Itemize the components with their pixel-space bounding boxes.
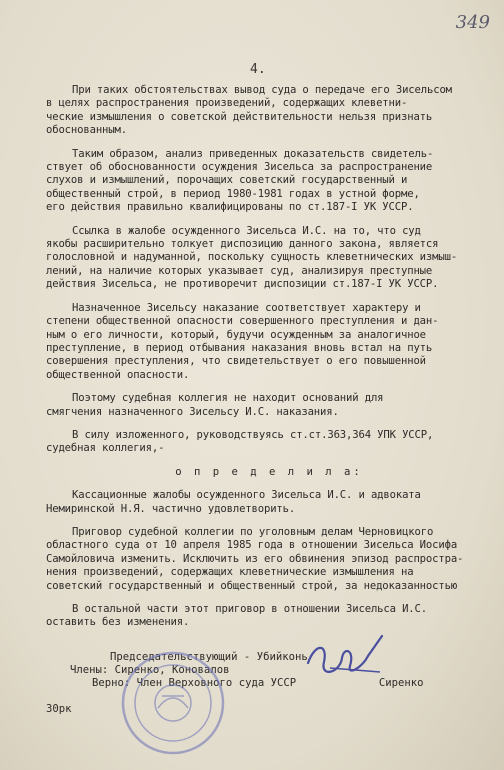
typist-mark: 30рк <box>46 703 72 715</box>
paragraph <box>46 392 492 419</box>
text-line: степени общественной опасности совершенного преступления и дан- <box>46 315 439 328</box>
paragraph <box>46 225 492 292</box>
text-line: Таким образом, анализ приведенных доказательств свидетель- <box>72 147 434 160</box>
text-line: ческие измышления о советской действительности нельзя признать <box>46 110 433 123</box>
official-seal-icon <box>118 648 228 758</box>
text-line: советский государственный и общественный строй, за недоказанностью <box>46 579 458 592</box>
text-line: Приговор судебной коллегии по уголовным делам Черновицкого <box>72 525 434 538</box>
sheet-number: 4. <box>250 62 266 77</box>
presiding-judge: Председательствующий - Убийконь <box>110 651 308 663</box>
text-line: действия Зисельса, не противоречит диспозиции ст.187-I УК УССР. <box>46 278 439 291</box>
paragraph <box>46 84 492 138</box>
text-line: Ссылка в жалобе осужденного Зисельса И.С. на то, что суд <box>72 224 421 237</box>
text-line: его действия правильно квалифицированы по ст.187-I УК УССР. <box>46 201 414 214</box>
handwritten-page-number: 349 <box>455 12 490 33</box>
paragraph <box>46 603 492 630</box>
text-line: лений, на наличие которых указывает суд, анализируя преступные <box>46 264 433 277</box>
text-line: якобы расширительно толкует диспозицию данного закона, является <box>46 238 439 251</box>
text-line: судебная коллегия,- <box>46 442 165 455</box>
paragraph <box>46 526 492 593</box>
text-line: голословной и надуманной, поскольку сущность клеветнических измыш- <box>46 251 458 264</box>
paragraph <box>46 489 492 516</box>
text-line: В силу изложенного, руководствуясь ст.ст.363,364 УПК УССР, <box>72 428 434 441</box>
handwritten-signature-icon <box>300 628 390 688</box>
text-line: преступление, в период отбывания наказания вновь встал на путь <box>46 341 433 354</box>
paragraph <box>46 302 492 382</box>
attestation-label: Верно: Член Верховного суда УССР <box>92 677 297 689</box>
paragraph <box>46 148 492 215</box>
text-line: В остальной части этот приговор в отношении Зисельса И.С. <box>72 603 427 615</box>
attestation-name: Сиренко <box>378 677 424 689</box>
text-line: Кассационные жалобы осужденного Зисельса И.С. и адвоката <box>72 489 421 502</box>
operative-heading: о п р е д е л и л а: <box>175 465 363 478</box>
text-line: совершения преступления, что свидетельствует о его повышенной <box>46 355 426 368</box>
text-line: оставить без изменения. <box>46 616 190 629</box>
panel-members: Члены: Сиренко, Коновалов <box>70 664 230 676</box>
text-line: слухов и измышлений, порочащих советский государственный и <box>46 174 408 187</box>
paragraph <box>46 429 492 456</box>
text-line: нения произведений, содержащих клеветнические измышления на <box>46 566 414 579</box>
text-line: областного суда от 10 апреля 1985 года в отношении Зисельса Иосифа <box>46 539 458 552</box>
text-line: общественной опасности. <box>46 368 190 381</box>
text-line: Поэтому судебная коллегия не находит оснований для <box>72 392 384 405</box>
text-line: Немиринской Н.Я. частично удовлетворить. <box>46 502 296 515</box>
text-line: Самойловича изменить. Исключить из его обвинения эпизод распростра- <box>46 552 464 565</box>
text-line: обоснованным. <box>46 124 127 137</box>
document-body <box>46 84 492 640</box>
text-line: Назначенное Зисельсу наказание соответствует характеру и <box>72 301 421 314</box>
text-line: ным о его личности, который, будучи осужденным за аналогичное <box>46 328 426 341</box>
text-line: смягчения назначенного Зисельсу И.С. наказания. <box>46 405 339 418</box>
text-line: в целях распространения произведений, содержащих клеветни- <box>46 97 408 110</box>
text-line: При таких обстоятельствах вывод суда о передаче его Зисельсом <box>72 84 452 96</box>
text-line: общественный строй, в период 1980-1981 годах в устной форме, <box>46 187 420 200</box>
text-line: ствует об обоснованности осуждения Зисельса за распространение <box>46 161 433 174</box>
